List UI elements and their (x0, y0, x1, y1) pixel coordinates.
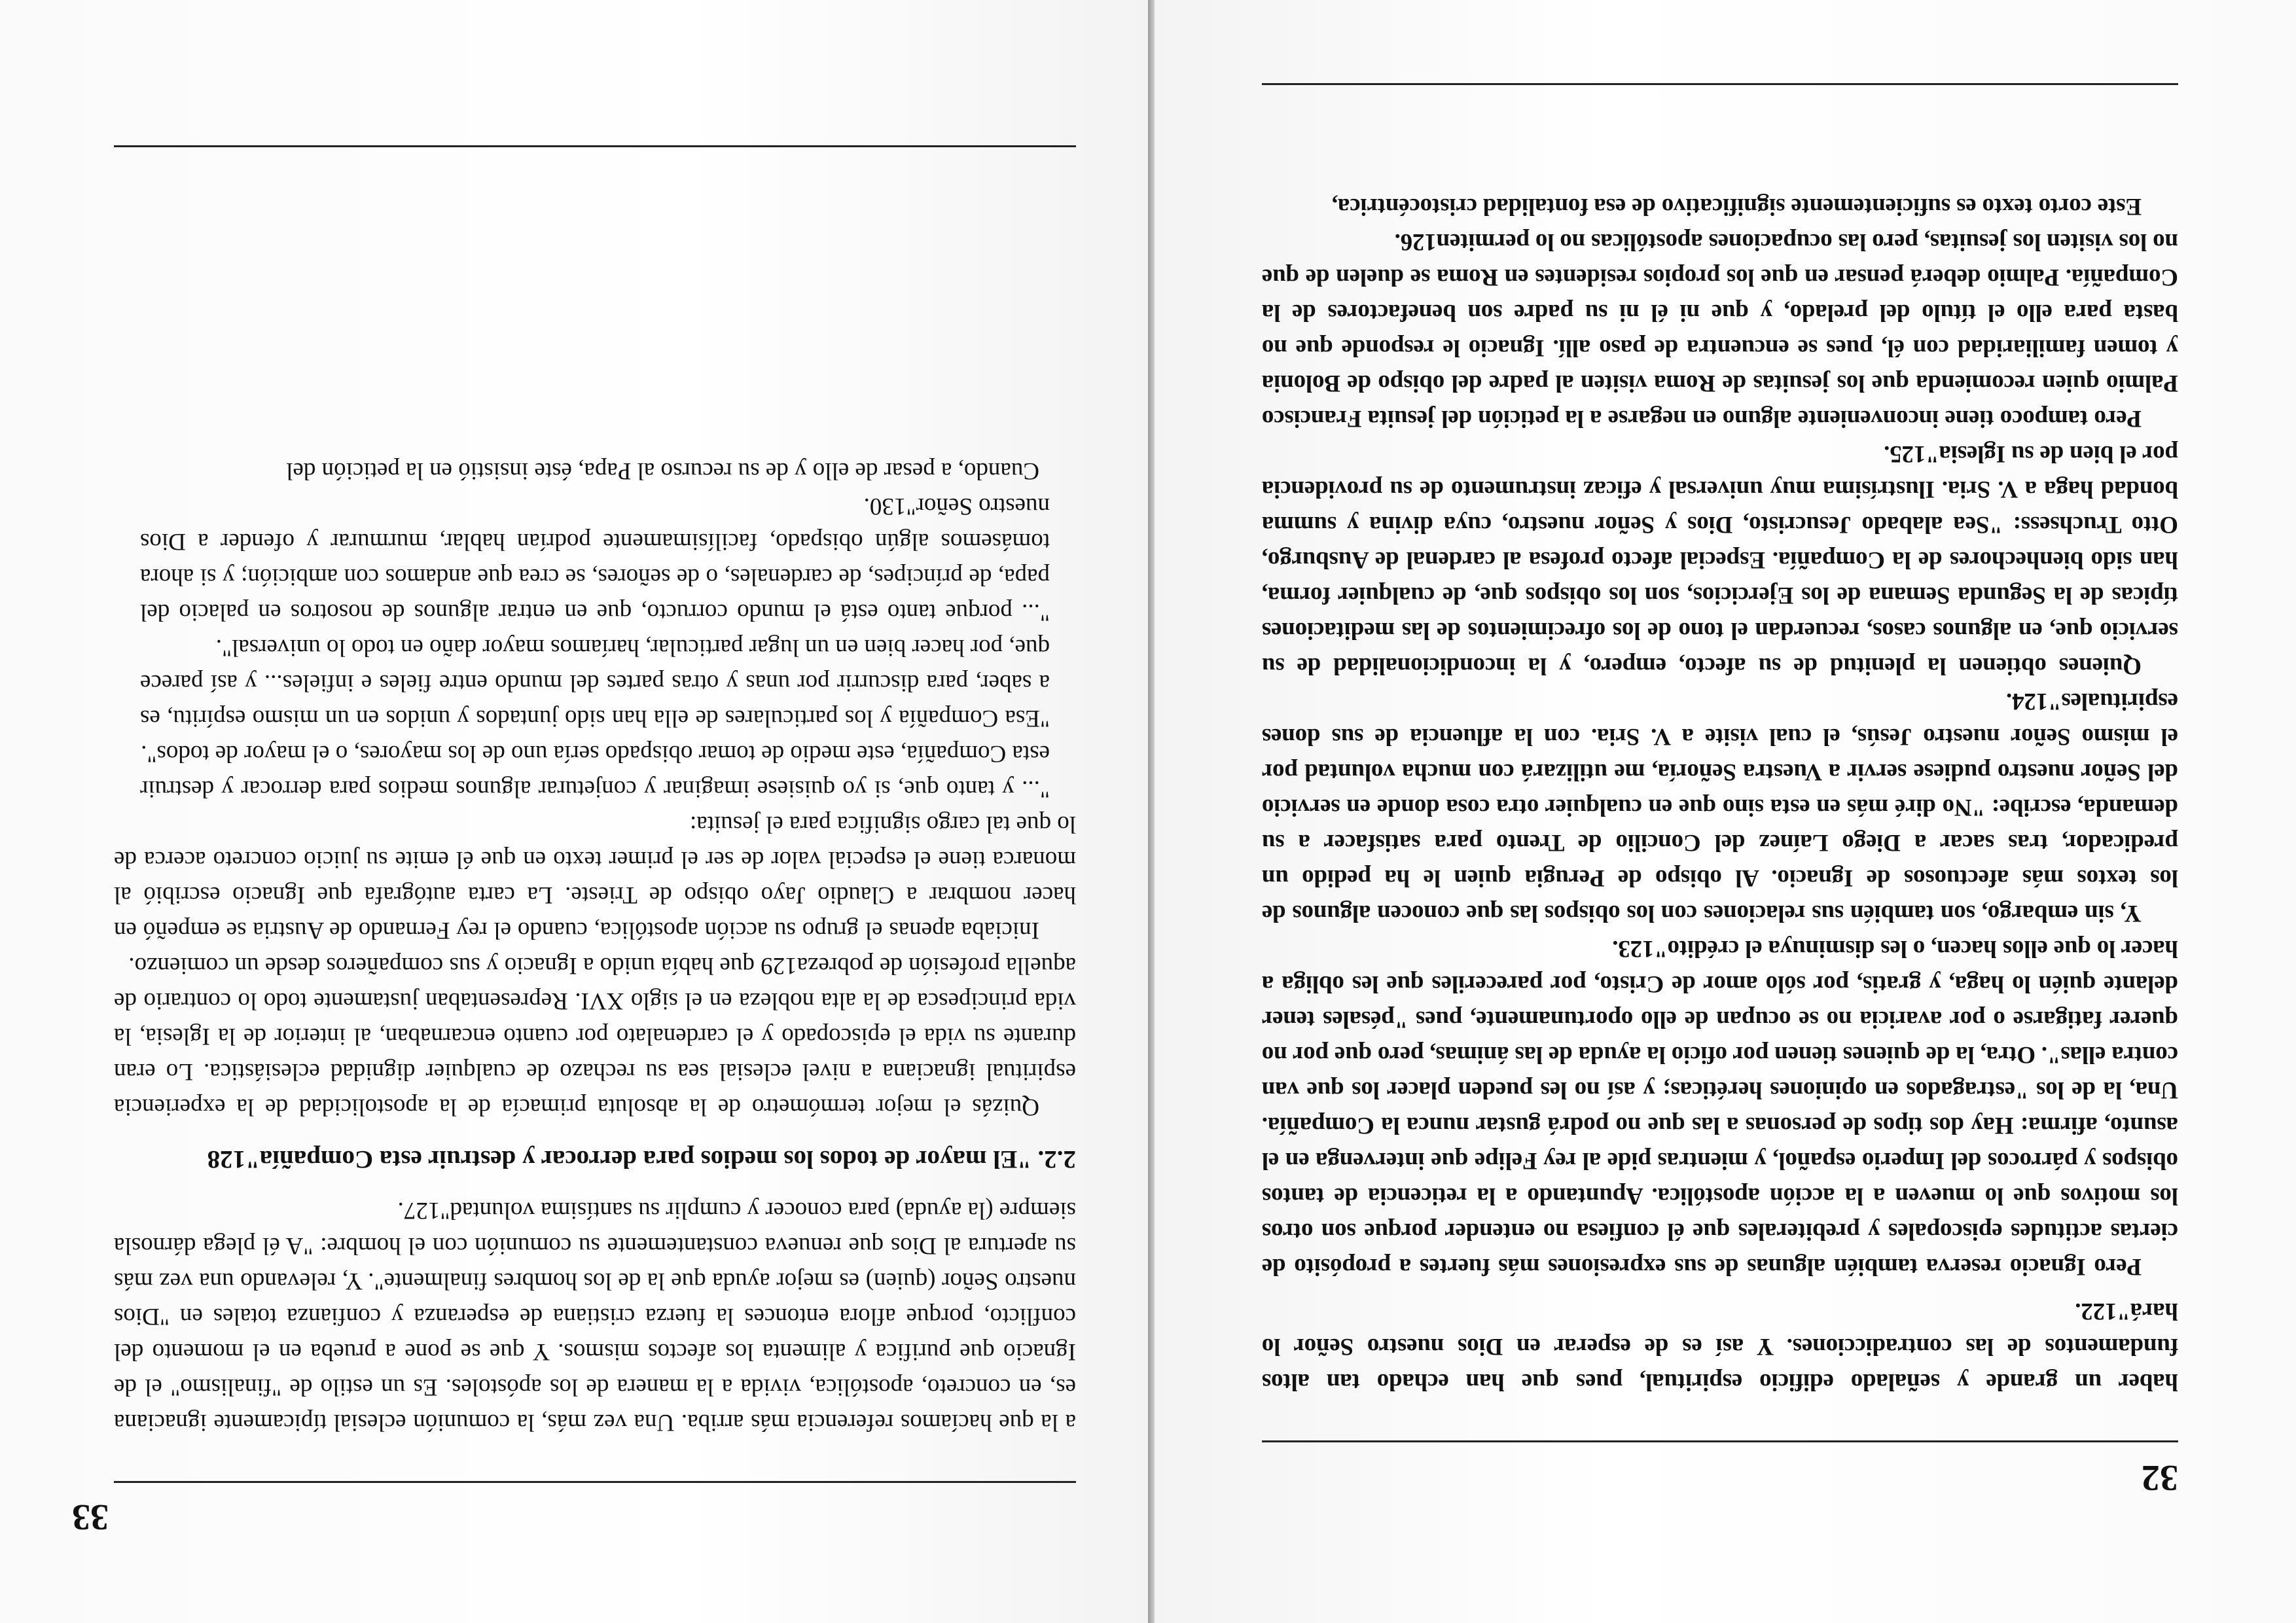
footer-rule (1262, 83, 2178, 85)
paragraph: Pero tampoco tiene inconveniente alguno en negarse a la petición del jesuita Francisco Palmio quien recomienda que los jesuitas de Roma visiten al padre del obispo de Bolonia y tomen familiaridad con él, pues se encuentra de paso allí. Ignacio le responde que no basta para ello el título del prelado, y que ni él ni su padre son benefactores de la Compañía. Palmio deberá pensar en que los propios residentes en Roma se duelen de que no los visiten los jesuitas, pero las ocupaciones apostólicas no lo permiten126. (1262, 228, 2178, 432)
paragraph: Quienes obtienen la plenitud de su afecto, empero, y la incondicionalidad de su servicio que, en algunos casos, recuerdan el tono de los ofrecimientos de las meditaciones típicas de la Segunda Semana de los Ejercicios, son los obispos que, de cualquier forma, han sido bienhechores de la Compañía. Especial afecto profesa al cardenal de Ausburgo, Otto Truchsess: "Sea alabado Jesucristo, Dios y Señor nuestro, cuya divina y summa bondad haga a V. Sria. Ilustrísima muy universal y eficaz instrumento de su providencia por el bien de su Iglesia"125. (1262, 440, 2178, 679)
paragraph: Cuando, a pesar de ello y de su recurso al Papa, éste insistió en la petición del (286, 457, 1039, 484)
paragraph: Pero Ignacio reserva también algunas de sus expresiones más fuertes a propósito de ciertas actitudes episcopales y prebiterales que él confiesa no entender porque son otros los motivos que lo mueven a la acción apostólica. Apuntando a la reticencia de tantos obispos y párrocos del Imperio español, y mientras pide al rey Felipe que intervenga en el asunto, afirma: Hay dos tipos de personas a las que no podrá gustar nunca la Compañía. Una, la de los "estragados en opiniones heréticas; y así no les pueden placer los que van contra ellas". Otra, la de quienes tienen por oficio la ayuda de las ánimas, pero que por no querer fatigarse o por avaricia no se ocupan de ello oportunamente, pues "pésales tener delante quién lo haga, y gratis, por sólo amor de Cristo, por pareceriles que les obliga a hacer lo que ellos hacen, o les disminuya el crédito"123. (1262, 935, 2178, 1280)
footer-rule (114, 145, 1076, 147)
paragraph: Y, sin embargo, son también sus relaciones con los obispos las que conocen algunos de los textos más afectuosos de Ignacio. Al obispo de Perugia quien le ha pedido un predicador, tras sacar a Diego Laínez del Concilio de Trento para satisfacer a su demanda, escribe: "No diré más en esta sino que en cualquier otra cosa donde en servicio del Señor nuestro pudiese servir a Vuestra Señoría, me utilizará con mucha voluntad por el mismo Señor nuestro Jesús, el cual visite a V. Sria. con la afluencia de sus dones espirituales"124. (1262, 688, 2178, 927)
paragraph: Iniciaba apenas el grupo su acción apostólica, cuando el rey Fernando de Austria se empeñó en hacer nombrar a Claudio Jayo obispo de Trieste. La carta autógrafa que Ignacio escribió al monarca tiene el especial valor de ser el primer texto en que él emite su juicio concreto acerca de lo que tal cargo significa para el jesuita: (114, 811, 1076, 944)
page-body (1262, 97, 2178, 1399)
page-body (114, 157, 1076, 1440)
paragraph: Este corto texto es suficientemente significativo de esa fontalidad cristocéntrica, (1332, 193, 2142, 220)
page-number: 32 (2142, 1457, 2178, 1498)
paragraph: Quizás el mejor termómetro de la absoluta primacía de la apostolicidad de la experiencia espiritual ignaciana a nivel eclesial sea su rechazo de cualquier dignidad eclesiástica. Lo eran durante su vida el episcopado y el cardenalato por cuanto encarnaban, al interior de la Iglesia, la vida principesca de la alta nobleza en el siglo XVI. Representaban justamente todo lo contrario de aquella profesión de pobreza129 que había unido a Ignacio y sus compañeros desde un comienzo. (114, 952, 1076, 1120)
section-heading: 2.2. "El mayor de todos los medios para derrocar y destruir esta Compañía"128 (207, 1145, 1076, 1173)
left-page (1148, 0, 2296, 1623)
paragraph: a la que hacíamos referencia más arriba. Una vez más, la comunión eclesial típicamente ignaciana es, en concreto, apostólica, vivida a la manera de los apóstoles. Es un estilo de "finalismo" el de Ignacio que purifica y alimenta los afectos mismos. Y que se pone a prueba en el momento del conflicto, porque aflora entonces la fuerza cristiana de esperanza y confianza totales en "Dios nuestro Señor (quien) es mejor ayuda que la de los hombres finalmente". Y, relevando una vez más su apertura al Dios que renueva constantemente su comunión con el hombre: "A él plega dárnosla siempre (la ayuda) para conocer y cumplir su santísima voluntad"127. (114, 1197, 1076, 1436)
block-quote: "Esa Compañía y los particulares de ella han sido juntados y unidos en un mismo espíritu, es a saber, para discurrir por unas y otras partes del mundo entre fieles e infieles... y así parece que, por hacer bien en un lugar particular, haríamos mayor daño en todo lo universal". (140, 634, 1050, 732)
block-quote: "... y tanto que, si yo quisiese imaginar y conjeturar algunos medios para derrocar y destruir esta Compañía, este medio de tomar obispado sería uno de los mayores, o el mayor de todos". (140, 740, 1050, 802)
header-rule (114, 1481, 1076, 1483)
header-rule (1262, 1440, 2178, 1442)
page-number: 33 (72, 1497, 109, 1537)
block-quote: "... porque tanto está el mundo corructo, que en entrar algunos de nosotros en palacio del papa, de príncipes, de cardenales, o de señores, se crea que andamos con ambición; y si ahora tomásemos algún obispado, facilísimamente podrían hablar, murmurar y ofender a Dios nuestro Señor"130. (140, 493, 1050, 626)
paragraph: haber un grande y señalado edificio espiritual, pues que han echado tan altos fundamentos de las contradicciones. Y así es de esperar en Dios nuestro Señor lo hará"122. (1262, 1298, 2178, 1395)
